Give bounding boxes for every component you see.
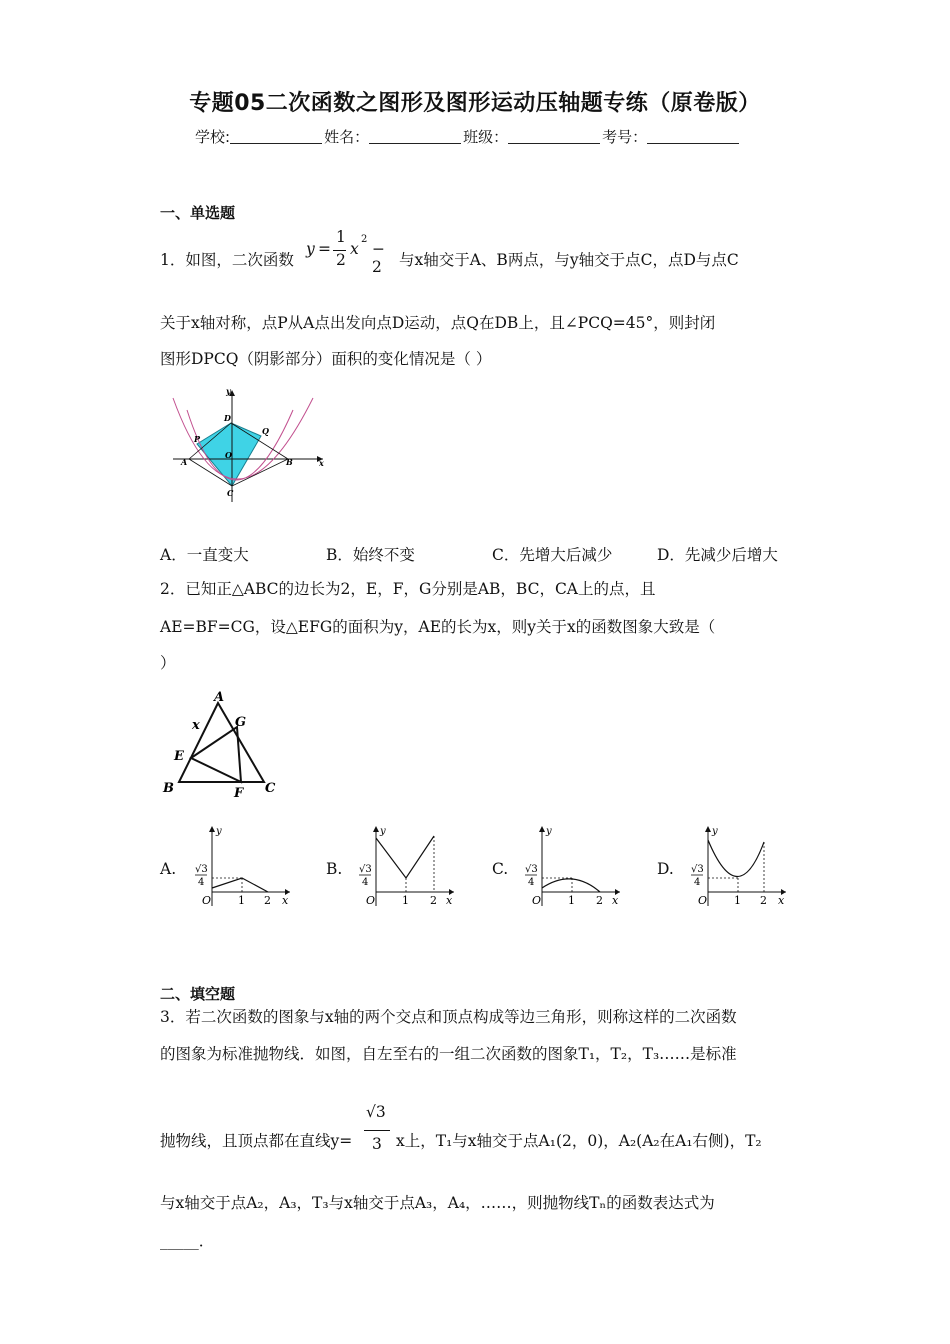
section-heading-fill-blank: 二、填空题 xyxy=(160,985,236,1003)
graph-y-arrow xyxy=(373,826,379,832)
fig-label-o: O xyxy=(225,450,232,460)
q3-line3-a: 抛物线，且顶点都在直线y= xyxy=(160,1132,353,1150)
q1-option-b[interactable]: B．始终不变 xyxy=(326,546,415,564)
q2-line3: ） xyxy=(160,654,176,672)
graph-label-sqrt3: √3 xyxy=(359,864,372,875)
fig-label-d: D xyxy=(224,413,231,423)
fig-label-e: E xyxy=(174,749,184,764)
q1-option-a[interactable]: A．一直变大 xyxy=(160,546,249,564)
q2-option-c-graph[interactable] xyxy=(520,820,630,910)
q1-line1-a: 1．如图，二次函数 xyxy=(160,251,294,269)
graph-label-y: y xyxy=(546,826,552,837)
q1-line2: 关于x轴对称，点P从A点出发向点D运动，点Q在DB上，且∠PCQ=45°，则封闭 xyxy=(160,314,716,332)
graph-curve xyxy=(542,879,600,892)
graph-label-o: O xyxy=(202,894,212,907)
fig-label-x: x xyxy=(319,458,324,468)
graph-y-arrow xyxy=(539,826,545,832)
fig-label-q: Q xyxy=(262,426,269,436)
fig-label-x: x xyxy=(192,718,200,733)
graph-y-arrow xyxy=(705,826,711,832)
q3-line1: 3．若二次函数的图象与x轴的两个交点和顶点构成等边三角形，则称这样的二次函数 xyxy=(160,1008,737,1026)
graph-label-1: 1 xyxy=(568,894,575,907)
exam-no-label: 考号： xyxy=(602,128,648,146)
graph-label-1: 1 xyxy=(402,894,409,907)
q2-option-d-graph[interactable] xyxy=(686,820,796,910)
class-blank[interactable] xyxy=(508,129,600,144)
graph-label-y: y xyxy=(216,826,222,837)
graph-curve xyxy=(212,878,268,892)
graph-label-o: O xyxy=(532,894,542,907)
graph-label-2: 2 xyxy=(596,894,603,907)
graph-label-four: 4 xyxy=(528,877,535,888)
q3-line2: 的图象为标准抛物线．如图，自左至右的一组二次函数的图象T₁，T₂，T₃……是标准 xyxy=(160,1045,737,1063)
graph-label-sqrt3: √3 xyxy=(195,864,208,875)
graph-label-o: O xyxy=(698,894,708,907)
fig-label-a: A xyxy=(214,690,225,705)
q2-option-c-label[interactable]: C. xyxy=(492,860,509,878)
q1-formula xyxy=(306,228,398,276)
graph-label-x: x xyxy=(282,894,289,907)
graph-label-x: x xyxy=(778,894,785,907)
fig-label-c: C xyxy=(227,488,234,498)
formula-den: 2 xyxy=(336,251,346,269)
q3-answer-blank[interactable]: _____． xyxy=(160,1232,215,1250)
triangle-efg xyxy=(191,727,241,782)
graph-y-arrow xyxy=(209,826,215,832)
fig-label-y: y xyxy=(226,386,231,396)
fig-label-f: F xyxy=(234,786,244,798)
q1-figure xyxy=(165,380,335,510)
graph-label-four: 4 xyxy=(694,877,701,888)
fig-label-a: A xyxy=(181,457,188,467)
q2-option-a-graph[interactable] xyxy=(190,820,300,910)
formula-num: 1 xyxy=(336,228,346,246)
q2-option-b-graph[interactable] xyxy=(354,820,464,910)
page-title: 专题05二次函数之图形及图形运动压轴题专练（原卷版） xyxy=(189,91,761,116)
name-label: 姓名： xyxy=(324,128,370,146)
graph-label-1: 1 xyxy=(734,894,741,907)
class-label: 班级： xyxy=(463,128,509,146)
graph-curve xyxy=(376,836,434,878)
school-blank[interactable] xyxy=(230,129,322,144)
school-label: 学校: xyxy=(195,128,231,146)
q2-option-a-label[interactable]: A. xyxy=(160,860,177,878)
formula-exp: 2 xyxy=(361,234,368,245)
formula-eq: = xyxy=(318,240,331,258)
graph-label-x: x xyxy=(446,894,453,907)
q3-line3-b: x上，T₁与x轴交于点A₁(2，0)，A₂(A₂在A₁右侧)，T₂ xyxy=(396,1132,762,1150)
graph-label-sqrt3: √3 xyxy=(525,864,538,875)
graph-label-1: 1 xyxy=(238,894,245,907)
q3-fraction-bar xyxy=(364,1130,390,1131)
q1-line1-b: 与x轴交于A、B两点，与y轴交于点C，点D与点C xyxy=(399,251,739,269)
formula-tail: − 2 xyxy=(372,240,385,276)
name-blank[interactable] xyxy=(369,129,461,144)
graph-label-sqrt3: √3 xyxy=(691,864,704,875)
q1-line3: 图形DPCQ（阴影部分）面积的变化情况是（ ） xyxy=(160,350,492,368)
q3-line4: 与x轴交于点A₂，A₃，T₃与x轴交于点A₃，A₄，……，则抛物线Tₙ的函数表达式为 xyxy=(160,1194,715,1212)
graph-curve xyxy=(708,840,764,877)
graph-label-2: 2 xyxy=(760,894,767,907)
fig-label-b: B xyxy=(286,457,293,467)
triangle-abc xyxy=(179,703,264,782)
student-info-line xyxy=(195,126,741,147)
q3-fraction-num: √3 xyxy=(366,1103,386,1121)
graph-label-o: O xyxy=(366,894,376,907)
graph-label-2: 2 xyxy=(264,894,271,907)
q2-option-b-label[interactable]: B. xyxy=(326,860,343,878)
q2-option-d-label[interactable]: D. xyxy=(657,860,674,878)
graph-label-x: x xyxy=(612,894,619,907)
formula-y: y xyxy=(306,240,315,258)
q1-option-d[interactable]: D．先减少后增大 xyxy=(657,546,778,564)
fig-label-g: G xyxy=(235,715,247,730)
q2-figure xyxy=(158,686,288,798)
q2-line2: AE=BF=CG，设△EFG的面积为y，AE的长为x，则y关于x的函数图象大致是（ xyxy=(160,618,716,636)
graph-label-four: 4 xyxy=(198,877,205,888)
section-heading-single-choice: 一、单选题 xyxy=(160,204,236,222)
graph-label-four: 4 xyxy=(362,877,369,888)
fig-label-c: C xyxy=(265,781,276,796)
exam-no-blank[interactable] xyxy=(647,129,739,144)
formula-x: x xyxy=(350,240,359,258)
q3-fraction-den: 3 xyxy=(372,1135,382,1153)
q2-line1: 2．已知正△ABC的边长为2，E，F，G分别是AB，BC，CA上的点，且 xyxy=(160,580,656,598)
graph-label-y: y xyxy=(712,826,718,837)
graph-label-2: 2 xyxy=(430,894,437,907)
graph-label-y: y xyxy=(380,826,386,837)
q3-fraction xyxy=(362,1103,392,1159)
q1-option-c[interactable]: C．先增大后减少 xyxy=(492,546,613,564)
fig-label-b: B xyxy=(163,781,174,796)
fig-label-p: P xyxy=(194,434,201,444)
